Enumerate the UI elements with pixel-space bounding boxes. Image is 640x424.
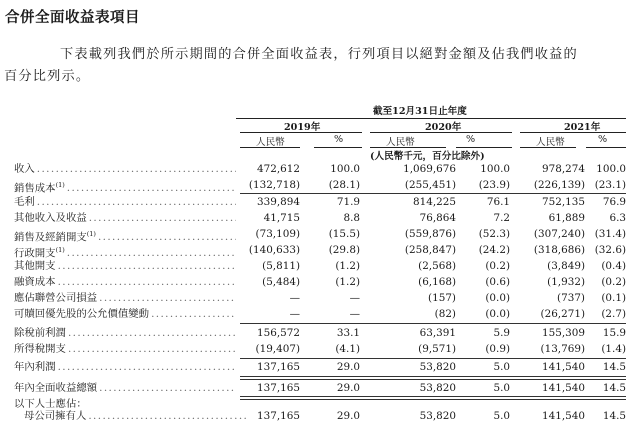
cell-2020-rmb: 1,069,676: [403, 163, 456, 175]
cell-2019-rmb: 137,165: [257, 410, 300, 422]
cell-2021-pct: (0.2): [601, 276, 626, 288]
cell-2020-pct: (0.6): [485, 276, 510, 288]
cell-2021-rmb: (318,686): [533, 244, 585, 256]
year-header-2021: 2021年: [564, 122, 601, 133]
cell-2019-rmb: 137,165: [257, 361, 300, 373]
subheader-pct-2021: %: [598, 134, 608, 145]
cell-2019-pct: 8.8: [343, 212, 360, 224]
subtotal-rule: [240, 323, 626, 324]
row-label: 所得稅開支 .....: [14, 341, 236, 357]
page-heading: 合併全面收益表項目: [5, 10, 140, 26]
cell-2021-rmb: 141,540: [542, 361, 585, 373]
cell-2020-pct: (52.3): [478, 228, 510, 240]
cell-2020-pct: 7.2: [493, 212, 510, 224]
cell-2020-rmb: (82): [434, 308, 456, 320]
period-header: 截至12月31日止年度: [373, 106, 467, 117]
subheader-rmb-2020: 人民幣: [386, 137, 415, 148]
row-label: 毛利 .....: [14, 194, 236, 210]
cell-2019-pct: 29.0: [336, 382, 360, 394]
cell-2019-pct: —: [349, 292, 360, 304]
year-2020-rule: [370, 132, 512, 133]
cell-2020-rmb: (258,847): [404, 244, 456, 256]
cell-2019-pct: 29.0: [336, 361, 360, 373]
cell-2021-rmb: (3,849): [547, 260, 585, 272]
cell-2019-pct: (28.1): [328, 179, 360, 191]
row-label: 銷售成本$^{(1)}$ .....: [14, 177, 236, 193]
cell-2019-rmb: 156,572: [257, 327, 300, 339]
cell-2021-rmb: 752,135: [542, 196, 585, 208]
footnote-marker: (1): [55, 246, 65, 254]
footnote-marker: (1): [55, 181, 65, 189]
cell-2019-rmb: 41,715: [263, 212, 300, 224]
intro-line-2: 百分比列示。: [4, 69, 91, 84]
cell-2019-rmb: (73,109): [255, 228, 300, 240]
cell-2021-pct: (32.6): [594, 244, 626, 256]
cell-2019-rmb: (140,633): [248, 244, 300, 256]
cell-2019-pct: 29.0: [336, 410, 360, 422]
unit-note: (人民幣千元，百分比除外): [370, 151, 485, 162]
cell-2020-rmb: (559,876): [404, 228, 456, 240]
cell-2021-pct: (0.4): [601, 260, 626, 272]
cell-2021-rmb: 61,889: [548, 212, 585, 224]
row-label: 其他開支 .....: [14, 258, 236, 274]
cell-2021-pct: 14.5: [602, 361, 626, 373]
cell-2021-pct: 15.9: [602, 327, 626, 339]
cell-2020-rmb: 814,225: [413, 196, 456, 208]
cell-2019-rmb: —: [289, 292, 300, 304]
cell-2021-pct: 14.5: [602, 410, 626, 422]
cell-2019-pct: —: [349, 308, 360, 320]
cell-2021-pct: 6.3: [609, 212, 626, 224]
cell-2021-rmb: 978,274: [542, 163, 585, 175]
row-label: 收入 .....: [14, 161, 236, 177]
cell-2020-pct: (24.2): [478, 244, 510, 256]
year-2019-rule: [240, 132, 362, 133]
row-label: 應佔聯營公司損益 .....: [14, 290, 236, 306]
cell-2021-pct: (1.4): [601, 343, 626, 355]
row-label: 以下人士應佔：: [14, 398, 87, 410]
sub-rule-rmb-2019: [240, 147, 300, 148]
row-label: 可贖回優先股的公允價值變動 .....: [14, 306, 236, 322]
cell-2020-rmb: 63,391: [419, 327, 456, 339]
cell-2020-pct: 76.1: [486, 196, 510, 208]
table-row-admin-expenses: [0, 242, 640, 258]
cell-2020-pct: 100.0: [480, 163, 510, 175]
table-row-other-expenses: [0, 258, 640, 274]
cell-2019-rmb: (132,718): [248, 179, 300, 191]
table-row-profit-before-tax: [0, 325, 640, 341]
table-row-finance-costs: [0, 274, 640, 290]
cell-2021-rmb: (737): [557, 292, 585, 304]
cell-2020-pct: (0.0): [485, 308, 510, 320]
row-label: 除稅前利潤 .....: [14, 325, 236, 341]
table-row-share-of-associates: [0, 290, 640, 306]
table-row-fair-value-change: [0, 306, 640, 322]
cell-2021-pct: (31.4): [594, 228, 626, 240]
cell-2019-rmb: 137,165: [257, 382, 300, 394]
cell-2019-rmb: 339,894: [257, 196, 300, 208]
cell-2020-pct: (23.9): [478, 179, 510, 191]
cell-2020-pct: 5.0: [493, 410, 510, 422]
cell-2019-pct: (29.8): [328, 244, 360, 256]
row-label: 銷售及經銷開支$^{(1)}$ .....: [14, 226, 236, 242]
cell-2021-pct: 76.9: [602, 196, 626, 208]
cell-2021-rmb: (226,139): [533, 179, 585, 191]
row-label: 融資成本 .....: [14, 274, 236, 290]
cell-2020-rmb: 76,864: [419, 212, 456, 224]
cell-2021-pct: (23.1): [594, 179, 626, 191]
cell-2019-pct: (15.5): [328, 228, 360, 240]
table-row-revenue: [0, 161, 640, 177]
cell-2020-rmb: (6,168): [418, 276, 456, 288]
cell-2021-pct: (2.7): [601, 308, 626, 320]
footnote-marker: (1): [86, 230, 96, 238]
cell-2020-rmb: 53,820: [419, 382, 456, 394]
year-2021-rule: [520, 132, 626, 133]
cell-2020-pct: 5.0: [493, 382, 510, 394]
cell-2021-pct: (0.1): [601, 292, 626, 304]
cell-2019-pct: (1.2): [335, 276, 360, 288]
table-row-profit-for-year: [0, 359, 640, 375]
table-row-cost-of-sales: [0, 177, 640, 193]
row-label: 母公司擁有人 .....: [24, 408, 246, 424]
intro-paragraph: [4, 44, 612, 88]
row-label: 年內利潤 .....: [14, 359, 236, 375]
cell-2021-pct: 100.0: [596, 163, 626, 175]
cell-2020-pct: 5.0: [493, 361, 510, 373]
cell-2019-rmb: (19,407): [255, 343, 300, 355]
cell-2021-rmb: (13,769): [540, 343, 585, 355]
sub-rule-pct-2021: [586, 147, 626, 148]
cell-2021-rmb: 155,309: [542, 327, 585, 339]
table-row-other-income: [0, 210, 640, 226]
cell-2019-pct: 33.1: [336, 327, 360, 339]
year-header-2020: 2020年: [425, 122, 462, 133]
table-row-gross-profit: [0, 194, 640, 210]
cell-2020-pct: (0.2): [485, 260, 510, 272]
row-label: 其他收入及收益 .....: [14, 210, 236, 226]
table-row-income-tax: [0, 341, 640, 357]
table-row-selling-expenses: [0, 226, 640, 242]
cell-2019-rmb: (5,811): [262, 260, 300, 272]
cell-2019-rmb: 472,612: [257, 163, 300, 175]
row-label: 年內全面收益總額 .....: [14, 380, 236, 396]
cell-2019-pct: (1.2): [335, 260, 360, 272]
subheader-pct-2019: %: [334, 134, 344, 145]
subheader-rmb-2021: 人民幣: [536, 137, 565, 148]
cell-2020-rmb: (2,568): [418, 260, 456, 272]
cell-2021-rmb: (1,932): [547, 276, 585, 288]
cell-2019-rmb: —: [289, 308, 300, 320]
cell-2020-pct: 5.9: [493, 327, 510, 339]
cell-2020-rmb: (157): [428, 292, 456, 304]
cell-2020-pct: (0.0): [485, 292, 510, 304]
sub-rule-pct-2019: [314, 147, 362, 148]
subheader-rmb-2019: 人民幣: [256, 137, 285, 148]
subheader-pct-2020: %: [466, 134, 476, 145]
cell-2021-rmb: 141,540: [542, 382, 585, 394]
cell-2019-pct: (4.1): [335, 343, 360, 355]
cell-2019-pct: 100.0: [330, 163, 360, 175]
cell-2020-rmb: 53,820: [419, 410, 456, 422]
table-row-total-comprehensive-income: [0, 380, 640, 396]
cell-2019-rmb: (5,484): [262, 276, 300, 288]
sub-rule-rmb-2021: [520, 147, 576, 148]
cell-2021-pct: 14.5: [602, 382, 626, 394]
year-header-2019: 2019年: [284, 122, 321, 133]
cell-2020-rmb: (255,451): [404, 179, 456, 191]
cell-2020-rmb: (9,571): [418, 343, 456, 355]
row-label: 行政開支$^{(1)}$ .....: [14, 242, 236, 258]
table-row-owners-of-parent: [0, 408, 640, 424]
cell-2021-rmb: (26,271): [540, 308, 585, 320]
intro-line-1: 下表載列我們於所示期間的合併全面收益表，行列項目以絕對金額及佔我們收益的: [60, 47, 578, 62]
cell-2021-rmb: 141,540: [542, 410, 585, 422]
cell-2019-pct: 71.9: [336, 196, 360, 208]
cell-2021-rmb: (307,240): [533, 228, 585, 240]
cell-2020-pct: (0.9): [485, 343, 510, 355]
cell-2020-rmb: 53,820: [419, 361, 456, 373]
